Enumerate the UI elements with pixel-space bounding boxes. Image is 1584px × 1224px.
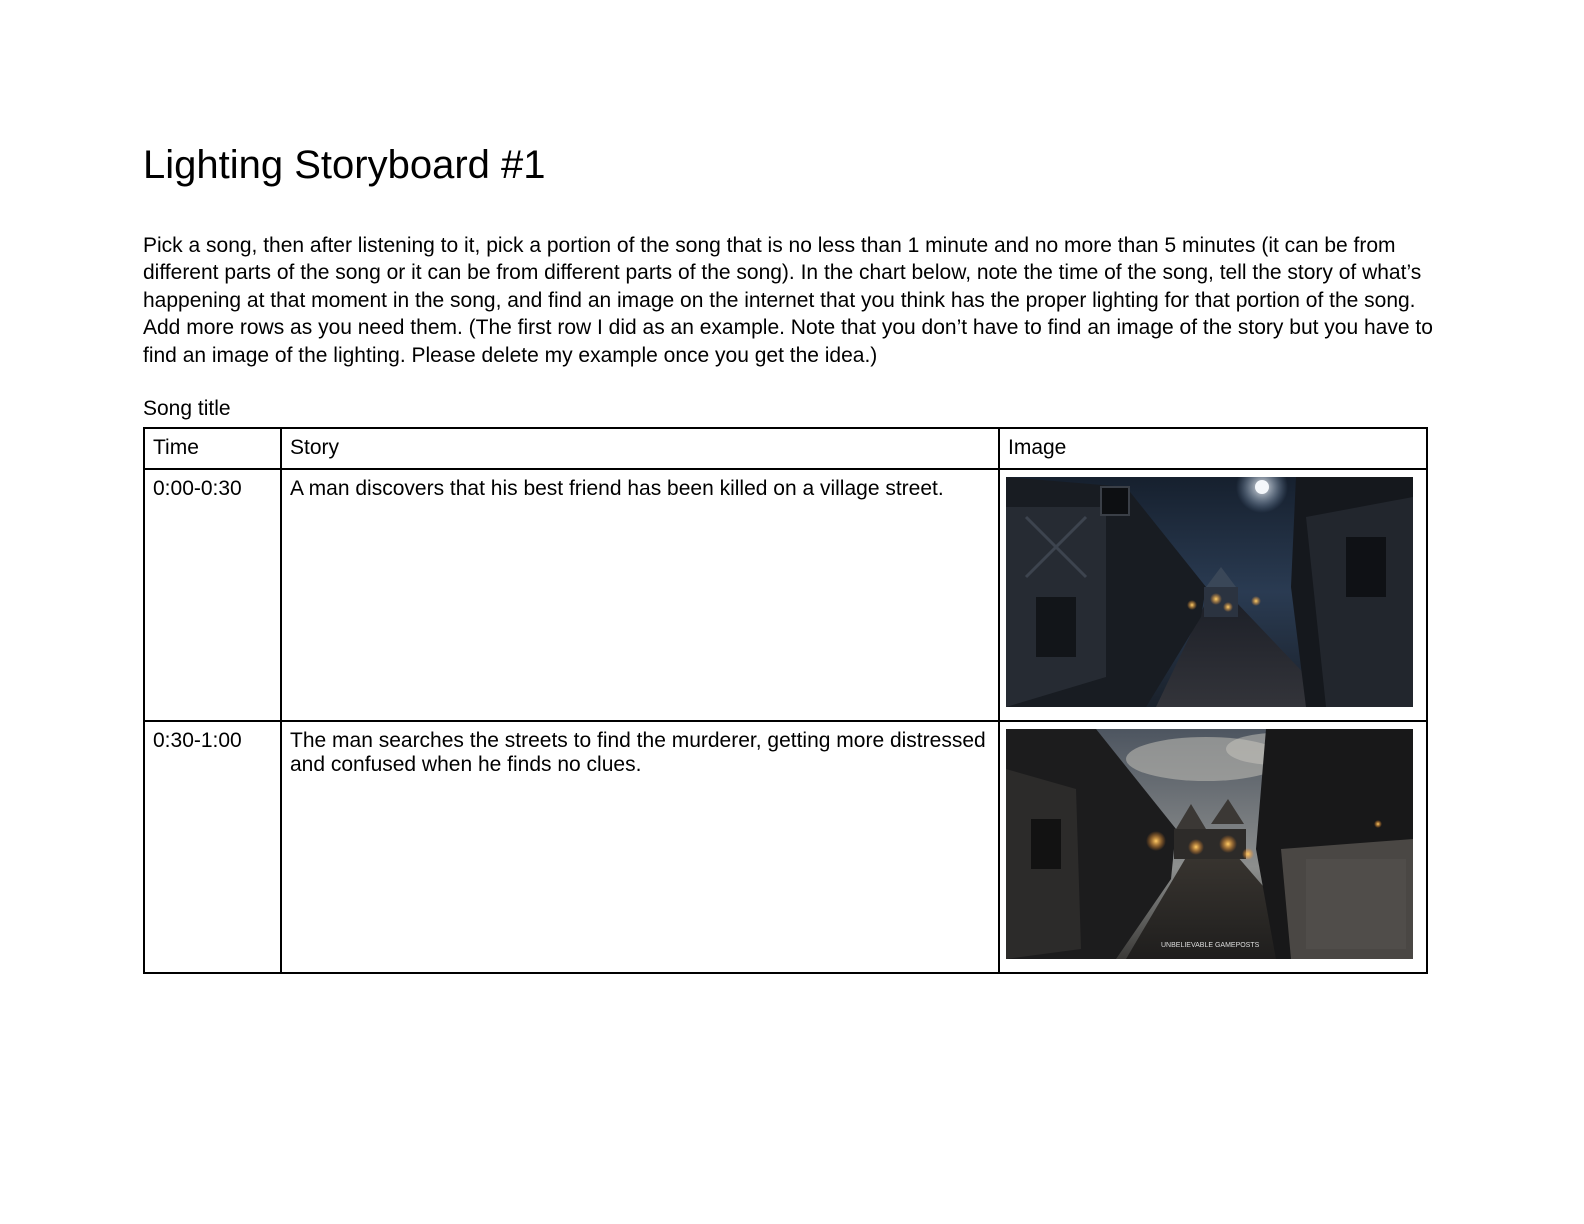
image-cell [999,721,1427,973]
song-title-label: Song title [143,397,231,420]
document-title: Lighting Storyboard #1 [143,143,546,187]
storyboard-table [143,427,1428,974]
story-cell: A man discovers that his best friend has been killed on a village street. [281,469,999,721]
image-cell [999,469,1427,721]
night-street-image [1006,477,1413,707]
time-cell: 0:00-0:30 [144,469,281,721]
header-story: Story [281,428,999,469]
time-cell: 0:30-1:00 [144,721,281,973]
image-watermark: UNBELIEVABLE GAMEPOSTS [1161,942,1260,949]
instructions-paragraph: Pick a song, then after listening to it, pick a portion of the song that is no less than 1 minute and no more than 5 minutes (it can be from different parts of the song or it can be from different parts of the song). In the chart below, note the time of the song, tell the story of what’s happening at that moment in the song, and find an image on the internet that you think has the proper lighting for that portion of the song. Add more rows as you need them. (The first row I did as an example. Note that you don’t have to find an image of the story but you have to find an image of the lighting. Please delete my example once you get the idea.) [143,234,1433,367]
table-row [144,469,1427,721]
header-image: Image [999,428,1427,469]
table-header-row [144,428,1427,469]
dusk-street-image [1006,729,1413,959]
header-time: Time [144,428,281,469]
table-row [144,721,1427,973]
story-cell: The man searches the streets to find the murderer, getting more distressed and confused when he finds no clues. [281,721,999,973]
